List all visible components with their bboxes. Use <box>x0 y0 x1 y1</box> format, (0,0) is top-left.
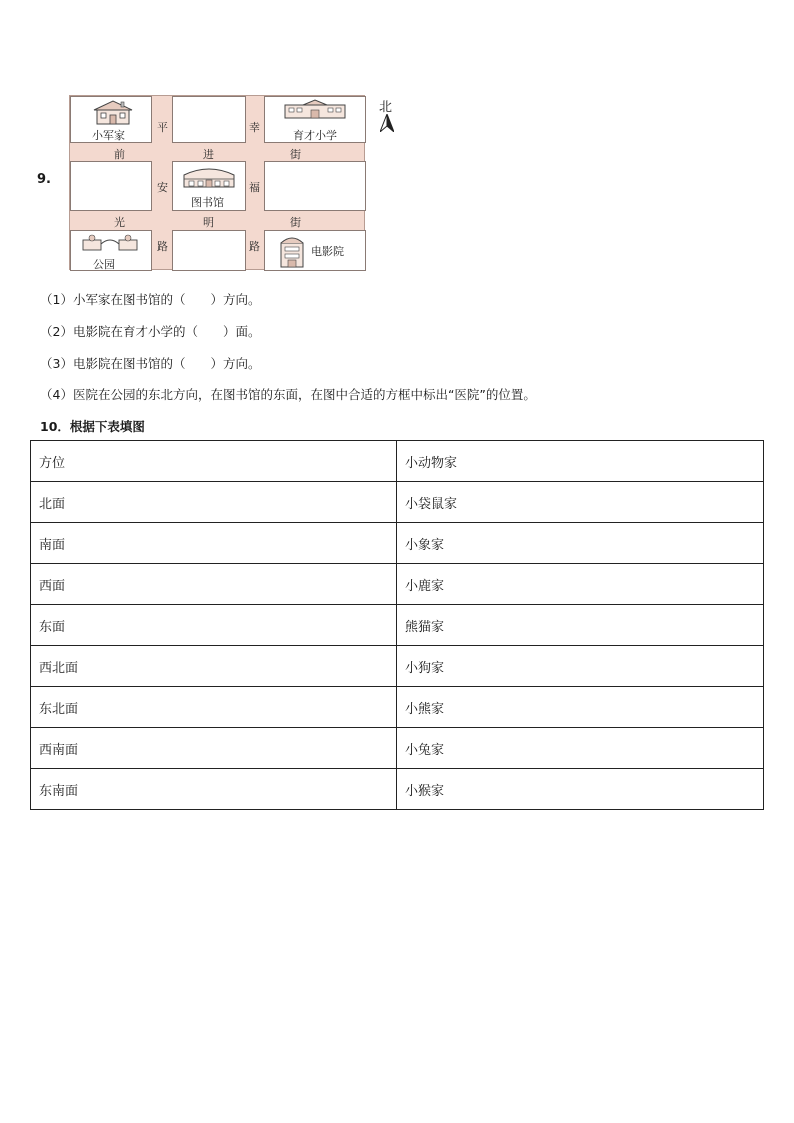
north-label: 北 <box>379 100 393 115</box>
park-icon <box>81 234 139 252</box>
block-top-middle <box>172 96 246 143</box>
house-icon <box>91 99 135 125</box>
table-cell-animal: 小熊家 <box>397 687 764 728</box>
road-label-xingfu-1: 幸 <box>249 121 260 134</box>
table-cell-direction: 西面 <box>31 564 397 605</box>
table-row <box>31 605 764 646</box>
road-label-pingan-3: 路 <box>157 240 168 253</box>
table-cell-animal: 小猴家 <box>397 769 764 810</box>
table-cell-direction: 南面 <box>31 523 397 564</box>
table-row <box>31 523 764 564</box>
table-cell-animal: 小象家 <box>397 523 764 564</box>
block-bottom-middle <box>172 230 246 271</box>
question-9-number: 9. <box>37 172 51 187</box>
table-cell-direction: 东北面 <box>31 687 397 728</box>
block-library <box>172 161 246 211</box>
table-cell-animal: 小动物家 <box>397 441 764 482</box>
block-park <box>70 230 152 271</box>
table-row <box>31 482 764 523</box>
label-school: 育才小学 <box>293 129 337 142</box>
table-cell-animal: 小兔家 <box>397 728 764 769</box>
table-row <box>31 564 764 605</box>
road-label-xingfu-3: 路 <box>249 240 260 253</box>
table-cell-direction: 东南面 <box>31 769 397 810</box>
road-label-guangming-2: 明 <box>203 216 214 229</box>
school-icon <box>283 99 347 119</box>
question-9-1: （1）小军家在图书馆的（ ）方向。 <box>40 292 261 307</box>
block-school <box>264 96 366 143</box>
block-middle-left <box>70 161 152 211</box>
label-library: 图书馆 <box>191 196 224 209</box>
block-cinema <box>264 230 366 271</box>
road-label-guangming-1: 光 <box>114 216 125 229</box>
road-label-qianjin-2: 进 <box>203 148 214 161</box>
table-row <box>31 687 764 728</box>
question-9-4: （4）医院在公园的东北方向，在图书馆的东面，在图中合适的方框中标出“医院”的位置。 <box>40 387 536 402</box>
direction-table <box>30 440 764 810</box>
question-10-title: 10．根据下表填图 <box>40 419 145 434</box>
table-cell-animal: 小狗家 <box>397 646 764 687</box>
table-cell-direction: 方位 <box>31 441 397 482</box>
label-cinema: 电影院 <box>311 245 344 258</box>
table-cell-animal: 小鹿家 <box>397 564 764 605</box>
table-cell-direction: 西南面 <box>31 728 397 769</box>
table-row <box>31 646 764 687</box>
table-row <box>31 769 764 810</box>
table-cell-animal: 小袋鼠家 <box>397 482 764 523</box>
block-xiaojun-home <box>70 96 152 143</box>
question-9-2: （2）电影院在育才小学的（ ）面。 <box>40 324 261 339</box>
road-label-qianjin-1: 前 <box>114 148 125 161</box>
table-cell-direction: 西北面 <box>31 646 397 687</box>
road-label-pingan-2: 安 <box>157 181 168 194</box>
table-row <box>31 728 764 769</box>
table-cell-direction: 北面 <box>31 482 397 523</box>
question-9-3: （3）电影院在图书馆的（ ）方向。 <box>40 356 261 371</box>
table-row <box>31 441 764 482</box>
table-cell-animal: 熊猫家 <box>397 605 764 646</box>
road-label-guangming-3: 街 <box>290 216 301 229</box>
cinema-icon <box>277 233 307 269</box>
table-cell-direction: 东面 <box>31 605 397 646</box>
road-label-qianjin-3: 街 <box>290 148 301 161</box>
road-label-xingfu-2: 福 <box>249 181 260 194</box>
road-label-pingan-1: 平 <box>157 121 168 134</box>
north-arrow-icon <box>380 114 394 132</box>
block-middle-right <box>264 161 366 211</box>
label-xiaojun-home: 小军家 <box>92 129 125 142</box>
label-park: 公园 <box>93 258 115 271</box>
street-map <box>69 95 365 270</box>
library-icon <box>182 165 236 189</box>
